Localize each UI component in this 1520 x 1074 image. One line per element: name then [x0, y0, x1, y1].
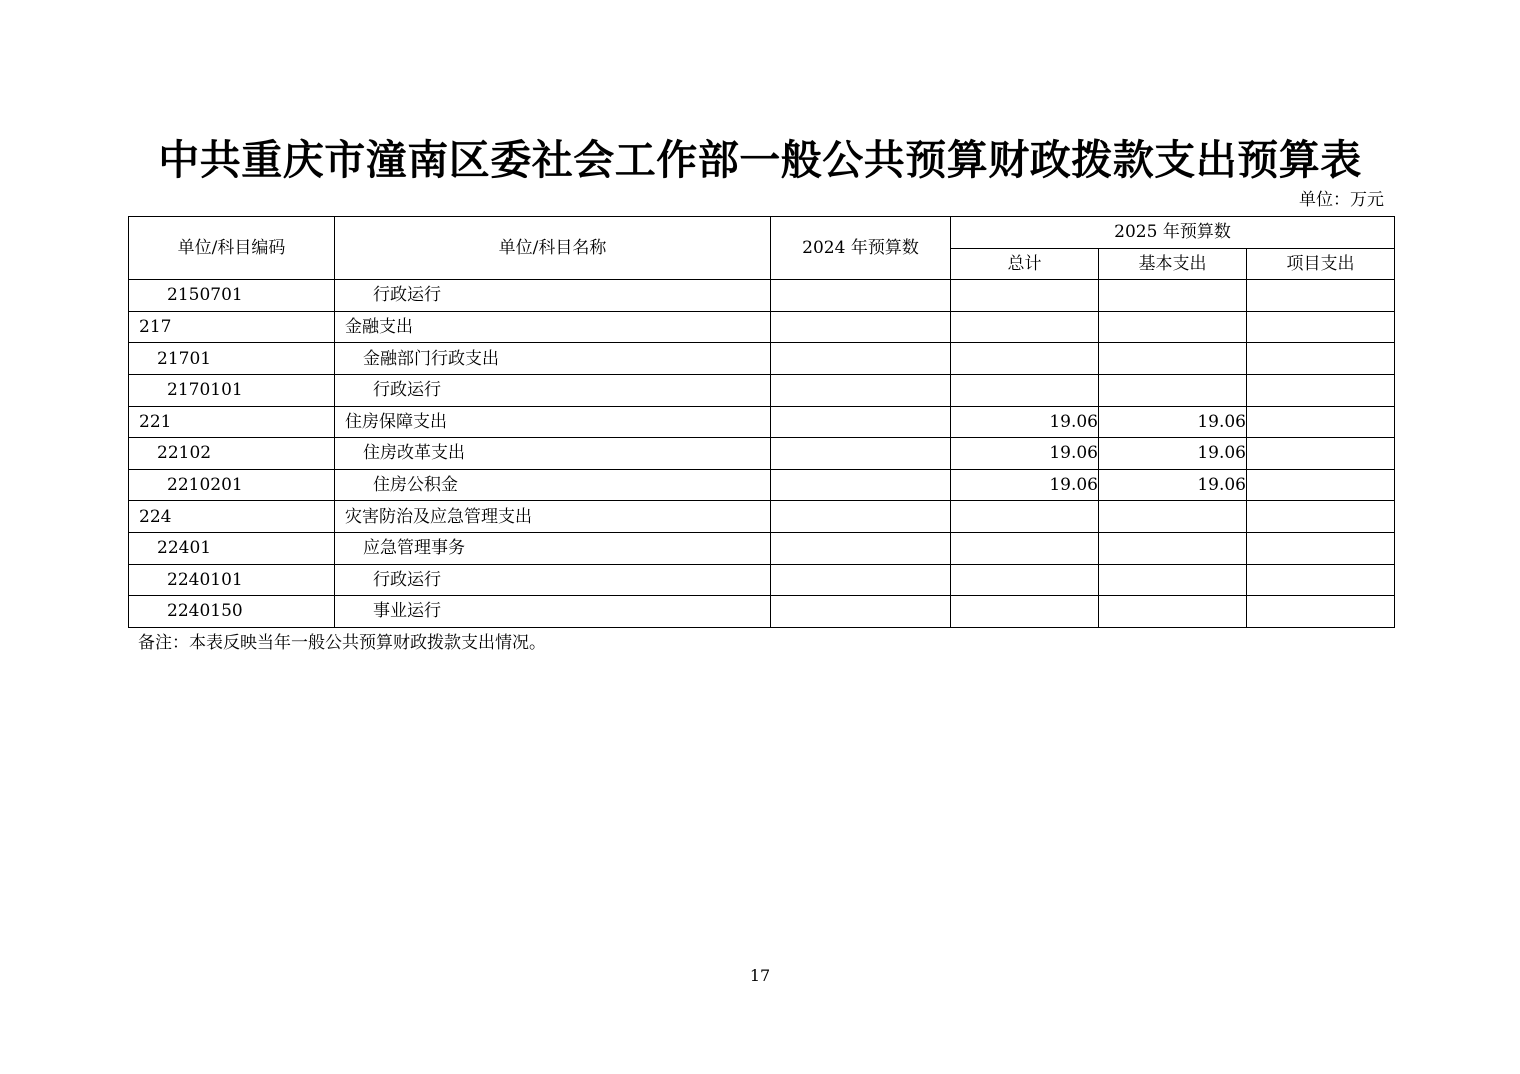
- table-row: [129, 343, 1395, 375]
- code-cell: 224: [129, 501, 335, 533]
- total-cell: [951, 374, 1099, 406]
- code-cell: 221: [129, 406, 335, 438]
- header-budget-2025: 2025 年预算数: [951, 217, 1395, 249]
- project-cell: [1247, 374, 1395, 406]
- name-cell: 金融部门行政支出: [335, 343, 771, 375]
- basic-cell: [1099, 343, 1247, 375]
- table-row: [129, 564, 1395, 596]
- table-header: [129, 217, 1395, 280]
- code-cell: 2170101: [129, 374, 335, 406]
- header-code: 单位/科目编码: [129, 217, 335, 280]
- total-cell: [951, 343, 1099, 375]
- table-row: [129, 311, 1395, 343]
- total-cell: [951, 532, 1099, 564]
- code-cell: 217: [129, 311, 335, 343]
- code-cell: 21701: [129, 343, 335, 375]
- header-total: 总计: [951, 248, 1099, 280]
- footnote: 备注：本表反映当年一般公共预算财政拨款支出情况。: [138, 633, 546, 653]
- project-cell: [1247, 438, 1395, 470]
- project-cell: [1247, 564, 1395, 596]
- code-cell: 2150701: [129, 280, 335, 312]
- budget-table: [128, 216, 1395, 628]
- budget-2024-cell: [771, 406, 951, 438]
- code-cell: 2210201: [129, 469, 335, 501]
- name-cell: 行政运行: [335, 280, 771, 312]
- unit-label: 单位：万元: [1299, 190, 1384, 210]
- budget-2024-cell: [771, 311, 951, 343]
- basic-cell: [1099, 501, 1247, 533]
- total-cell: 19.06: [951, 469, 1099, 501]
- basic-cell: [1099, 280, 1247, 312]
- table-row: [129, 596, 1395, 628]
- header-name: 单位/科目名称: [335, 217, 771, 280]
- name-cell: 应急管理事务: [335, 532, 771, 564]
- project-cell: [1247, 532, 1395, 564]
- table-row: [129, 374, 1395, 406]
- project-cell: [1247, 343, 1395, 375]
- basic-cell: 19.06: [1099, 406, 1247, 438]
- page-number: 17: [749, 966, 771, 985]
- basic-cell: [1099, 374, 1247, 406]
- basic-cell: 19.06: [1099, 438, 1247, 470]
- total-cell: 19.06: [951, 406, 1099, 438]
- project-cell: [1247, 311, 1395, 343]
- header-budget-2024: 2024 年预算数: [771, 217, 951, 280]
- project-cell: [1247, 596, 1395, 628]
- basic-cell: [1099, 564, 1247, 596]
- budget-2024-cell: [771, 532, 951, 564]
- table-row: [129, 469, 1395, 501]
- table-row: [129, 406, 1395, 438]
- name-cell: 灾害防治及应急管理支出: [335, 501, 771, 533]
- name-cell: 事业运行: [335, 596, 771, 628]
- budget-2024-cell: [771, 438, 951, 470]
- budget-2024-cell: [771, 501, 951, 533]
- budget-2024-cell: [771, 469, 951, 501]
- table-row: [129, 501, 1395, 533]
- table-body: [129, 280, 1395, 628]
- total-cell: [951, 596, 1099, 628]
- basic-cell: [1099, 596, 1247, 628]
- header-basic: 基本支出: [1099, 248, 1247, 280]
- project-cell: [1247, 406, 1395, 438]
- name-cell: 行政运行: [335, 564, 771, 596]
- total-cell: [951, 311, 1099, 343]
- code-cell: 22401: [129, 532, 335, 564]
- name-cell: 住房公积金: [335, 469, 771, 501]
- basic-cell: [1099, 532, 1247, 564]
- name-cell: 住房保障支出: [335, 406, 771, 438]
- code-cell: 2240101: [129, 564, 335, 596]
- basic-cell: 19.06: [1099, 469, 1247, 501]
- total-cell: [951, 280, 1099, 312]
- name-cell: 住房改革支出: [335, 438, 771, 470]
- table-row: [129, 280, 1395, 312]
- total-cell: 19.06: [951, 438, 1099, 470]
- project-cell: [1247, 469, 1395, 501]
- name-cell: 金融支出: [335, 311, 771, 343]
- budget-2024-cell: [771, 343, 951, 375]
- project-cell: [1247, 501, 1395, 533]
- budget-2024-cell: [771, 564, 951, 596]
- budget-2024-cell: [771, 280, 951, 312]
- table-row: [129, 438, 1395, 470]
- project-cell: [1247, 280, 1395, 312]
- page-title: 中共重庆市潼南区委社会工作部一般公共预算财政拨款支出预算表: [158, 136, 1362, 184]
- table-row: [129, 532, 1395, 564]
- budget-2024-cell: [771, 374, 951, 406]
- code-cell: 22102: [129, 438, 335, 470]
- total-cell: [951, 501, 1099, 533]
- header-project: 项目支出: [1247, 248, 1395, 280]
- name-cell: 行政运行: [335, 374, 771, 406]
- budget-2024-cell: [771, 596, 951, 628]
- total-cell: [951, 564, 1099, 596]
- code-cell: 2240150: [129, 596, 335, 628]
- basic-cell: [1099, 311, 1247, 343]
